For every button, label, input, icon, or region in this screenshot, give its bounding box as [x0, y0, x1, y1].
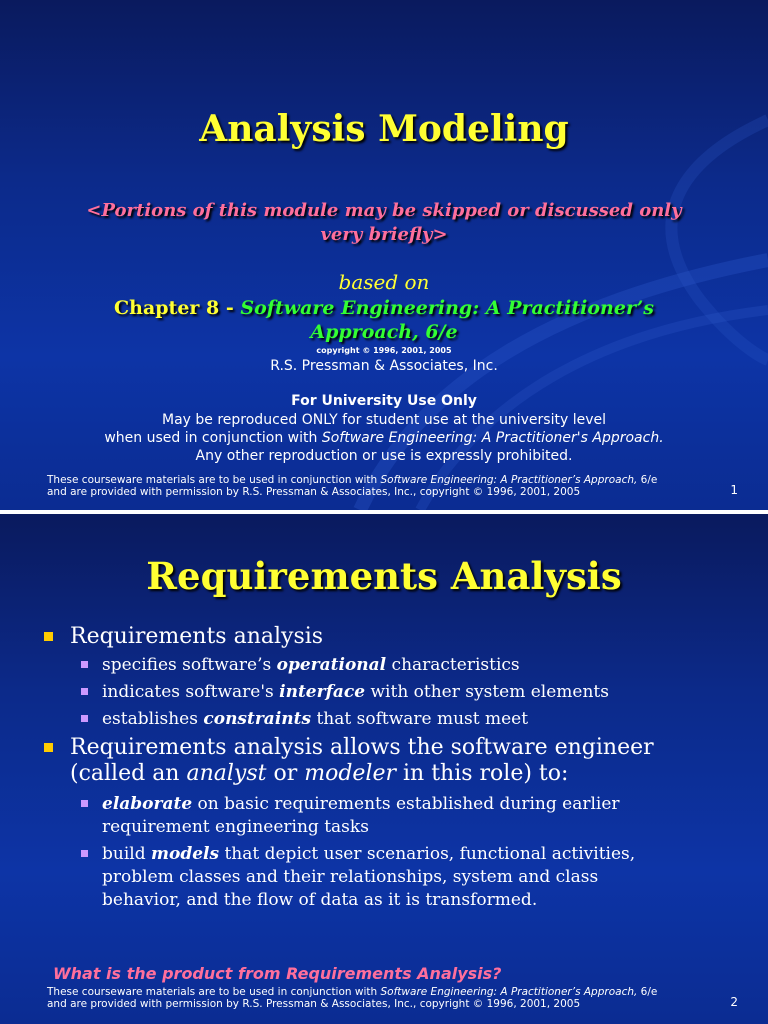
bullet-line-2: [70, 761, 740, 787]
bullet-text: Requirements analysis: [70, 624, 324, 649]
footer-line-2: and are provided with permission by R.S. Pressman & Associates, Inc., copyright © 1996, 2001, 2005: [47, 998, 581, 1010]
sub-bullet-text-end: characteristics: [386, 655, 520, 675]
question-prompt: What is the product from Requirements Analysis?: [53, 964, 502, 983]
sub-bullet-text: on basic requirements established during earlier: [192, 794, 620, 814]
chapter-reference: [60, 296, 708, 344]
page-number: 2: [730, 995, 738, 1009]
bullet-text: (called an: [70, 761, 187, 786]
page-number: 1: [730, 483, 738, 497]
copyright-line: copyright © 1996, 2001, 2005: [316, 346, 452, 355]
emphasis-constraints: constraints: [203, 709, 312, 729]
sub-bullet-square-icon: [81, 688, 88, 695]
footer-book-title: Software Engineering: A Practitioner’s Approach,: [380, 986, 638, 998]
slide-subtitle: <Portions of this module may be skipped or discussed only very briefly>: [86, 200, 682, 245]
sub-bullet-text-end: that software must meet: [311, 709, 529, 729]
notice-line-1: May be reproduced ONLY for student use at the university level: [162, 412, 606, 428]
sub-bullet-models: [102, 843, 732, 912]
sub-bullet-square-icon: [81, 661, 88, 668]
slide-2: [0, 514, 768, 1024]
sub-bullet-line-2: problem classes and their relationships, system and class: [102, 867, 599, 887]
publisher-line: R.S. Pressman & Associates, Inc.: [270, 358, 498, 374]
bullet-text-end: in this role) to:: [396, 761, 569, 786]
emphasis-operational: operational: [276, 655, 387, 675]
footer-line-2: and are provided with permission by R.S. Pressman & Associates, Inc., copyright © 1996, 2001, 2005: [47, 486, 581, 498]
sub-bullet-elaborate: [102, 793, 732, 839]
emphasis-elaborate: elaborate: [102, 794, 193, 814]
slide-title: Requirements Analysis: [146, 554, 622, 598]
sub-bullet-text: specifies software’s: [102, 655, 277, 675]
sub-bullet-constraints: [102, 708, 732, 731]
sub-bullet-text: establishes: [102, 709, 204, 729]
sub-bullet-text-end: with other system elements: [365, 682, 609, 702]
sub-bullet-line-3: behavior, and the flow of data as it is transformed.: [102, 890, 538, 910]
bullet-line-1: Requirements analysis allows the software engineer: [70, 735, 654, 760]
chapter-prefix: Chapter 8 -: [114, 297, 241, 319]
notice-line-2-text: when used in conjunction with: [104, 430, 322, 446]
bullet-square-icon: [44, 743, 53, 752]
university-use-heading: For University Use Only: [291, 393, 477, 409]
sub-bullet-operational: [102, 654, 732, 677]
bullet-analysis-allows: [70, 735, 740, 787]
sub-bullet-text: build: [102, 844, 151, 864]
based-on-label: based on: [338, 270, 430, 294]
bullet-requirements-analysis: [70, 624, 740, 650]
notice-line-3: Any other reproduction or use is expressly prohibited.: [195, 448, 573, 464]
slide-1: [0, 0, 768, 510]
sub-bullet-text-end: that depict user scenarios, functional activities,: [219, 844, 636, 864]
emphasis-modeler: modeler: [304, 761, 396, 786]
sub-bullet-square-icon: [81, 850, 88, 857]
slide-footer: [47, 986, 687, 1010]
book-title: Software Engineering: A Practitioner’s Approach, 6/e: [240, 297, 654, 343]
sub-bullet-interface: [102, 681, 732, 704]
footer-edition: 6/e: [637, 474, 658, 486]
notice-book-title: Software Engineering: A Practitioner's Approach.: [321, 430, 664, 446]
emphasis-analyst: analyst: [186, 761, 267, 786]
slide-title: Analysis Modeling: [199, 108, 569, 150]
footer-text: These courseware materials are to be used in conjunction with: [47, 986, 381, 998]
bullet-square-icon: [44, 632, 53, 641]
sub-bullet-square-icon: [81, 715, 88, 722]
sub-bullet-text: indicates software's: [102, 682, 280, 702]
bullet-text-mid: or: [266, 761, 305, 786]
sub-bullet-square-icon: [81, 800, 88, 807]
footer-book-title: Software Engineering: A Practitioner’s Approach,: [380, 474, 638, 486]
sub-bullet-line-2: requirement engineering tasks: [102, 817, 369, 837]
footer-edition: 6/e: [637, 986, 658, 998]
emphasis-models: models: [151, 844, 220, 864]
footer-text: These courseware materials are to be used in conjunction with: [47, 474, 381, 486]
slide-footer: [47, 474, 687, 498]
notice-line-2: [0, 429, 768, 447]
emphasis-interface: interface: [279, 682, 366, 702]
